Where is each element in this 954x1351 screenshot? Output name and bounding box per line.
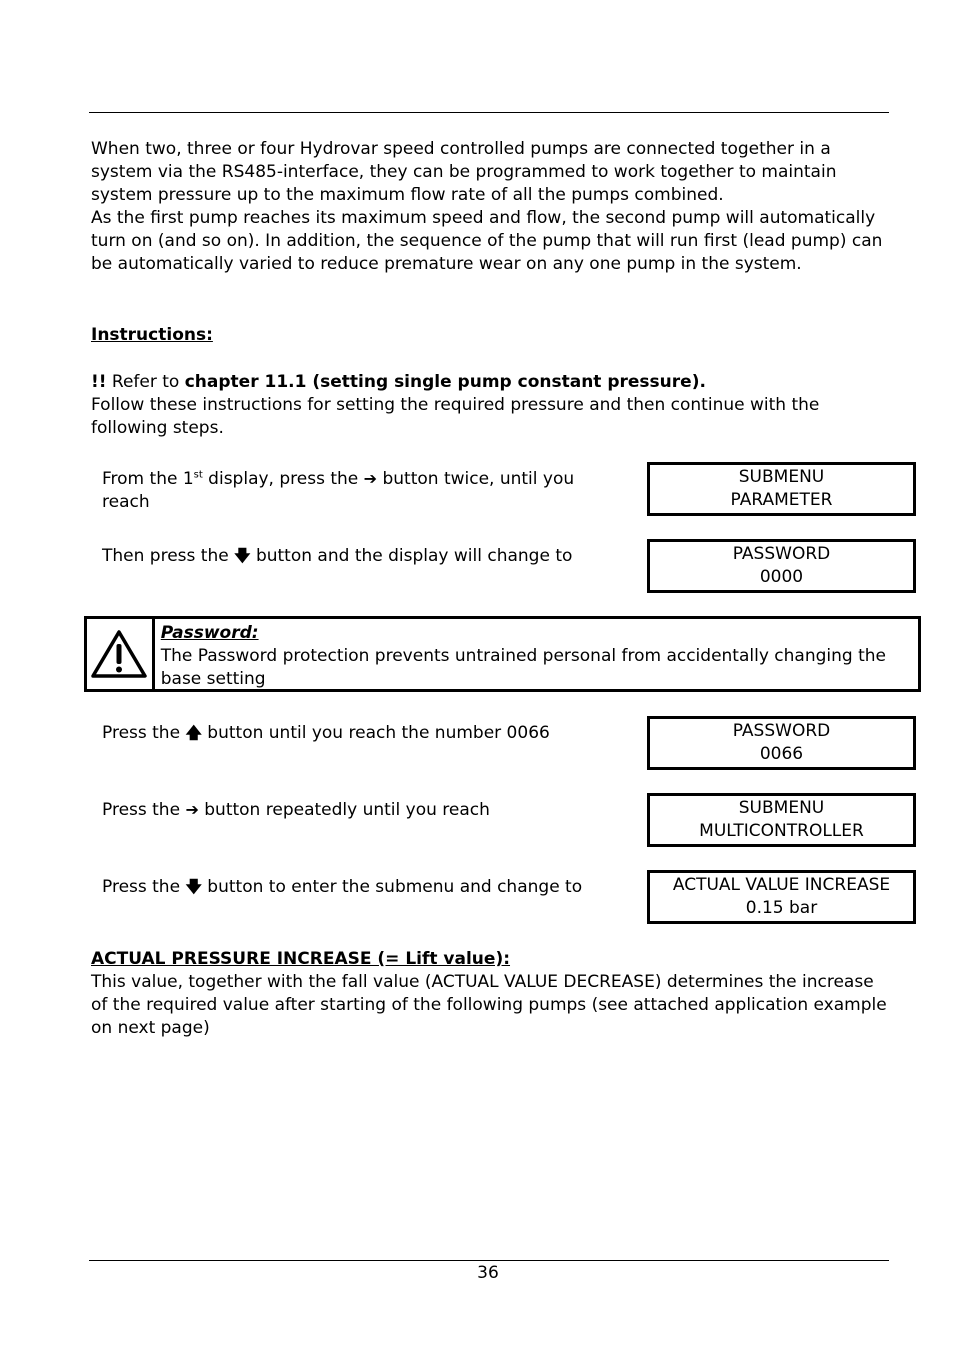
down-arrow-icon: 🡇 — [234, 546, 251, 565]
display-password-0066: PASSWORD 0066 — [647, 716, 916, 770]
footer-rule — [89, 1260, 889, 1261]
step-3-text: Press the 🡅 button until you reach the number 0066 — [102, 723, 550, 743]
warning-triangle-icon — [87, 619, 155, 689]
down-arrow-icon: 🡇 — [185, 877, 202, 896]
instructions-heading: Instructions: — [91, 325, 213, 345]
intro-text — [91, 138, 891, 276]
display-submenu-parameter: SUBMENU PARAMETER — [647, 462, 916, 516]
step-4-text: Press the ➔ button repeatedly until you reach — [102, 800, 490, 820]
warning-title: Password: — [160, 623, 259, 643]
step-5-text: Press the 🡇 button to enter the submenu and change to — [102, 877, 583, 897]
intro-paragraph-2: As the first pump reaches its maximum speed and flow, the second pump will automatically turn on (and so on). In addition, the sequence of the pump that will run first (lead pump) can be automatically varied to reduce premature wear on any one pump in the system. — [91, 208, 883, 274]
password-warning-box — [84, 616, 921, 692]
intro-paragraph-1: When two, three or four Hydrovar speed controlled pumps are connected together in a system via the RS485-interface, they can be programmed to work together to maintain system pressure up to the maximum flow rate of all the pumps combined. — [91, 139, 837, 205]
note-chapter: chapter 11.1 (setting single pump constant pressure). — [184, 372, 706, 392]
display-actual-value-increase: ACTUAL VALUE INCREASE 0.15 bar — [647, 870, 916, 924]
up-arrow-icon: 🡅 — [185, 723, 202, 742]
note-refer: Refer to — [106, 372, 185, 392]
step-1-text: From the 1st display, press the ➔ button twice, until you reach — [102, 469, 575, 512]
step-2-text: Then press the 🡇 button and the display will change to — [102, 546, 573, 566]
header-rule — [89, 112, 889, 113]
instructions-follow: Follow these instructions for setting the required pressure and then continue with the following steps. — [91, 395, 820, 438]
display-password-0000: PASSWORD 0000 — [647, 539, 916, 593]
lift-body: This value, together with the fall value (ACTUAL VALUE DECREASE) determines the increase of the required value after starting of the following pumps (see attached application example on next page) — [91, 972, 887, 1038]
right-arrow-icon: ➔ — [363, 469, 378, 488]
right-arrow-icon: ➔ — [185, 800, 199, 819]
note-marker: !! — [91, 372, 107, 392]
instructions-note — [91, 371, 891, 440]
lift-section — [91, 948, 891, 1040]
page-number: 36 — [477, 1263, 499, 1283]
warning-text — [155, 619, 918, 689]
lift-heading: ACTUAL PRESSURE INCREASE (= Lift value): — [91, 949, 511, 969]
display-submenu-multicontroller: SUBMENU MULTICONTROLLER — [647, 793, 916, 847]
warning-body: The Password protection prevents untrained personal from accidentally changing the base setting — [160, 646, 886, 689]
